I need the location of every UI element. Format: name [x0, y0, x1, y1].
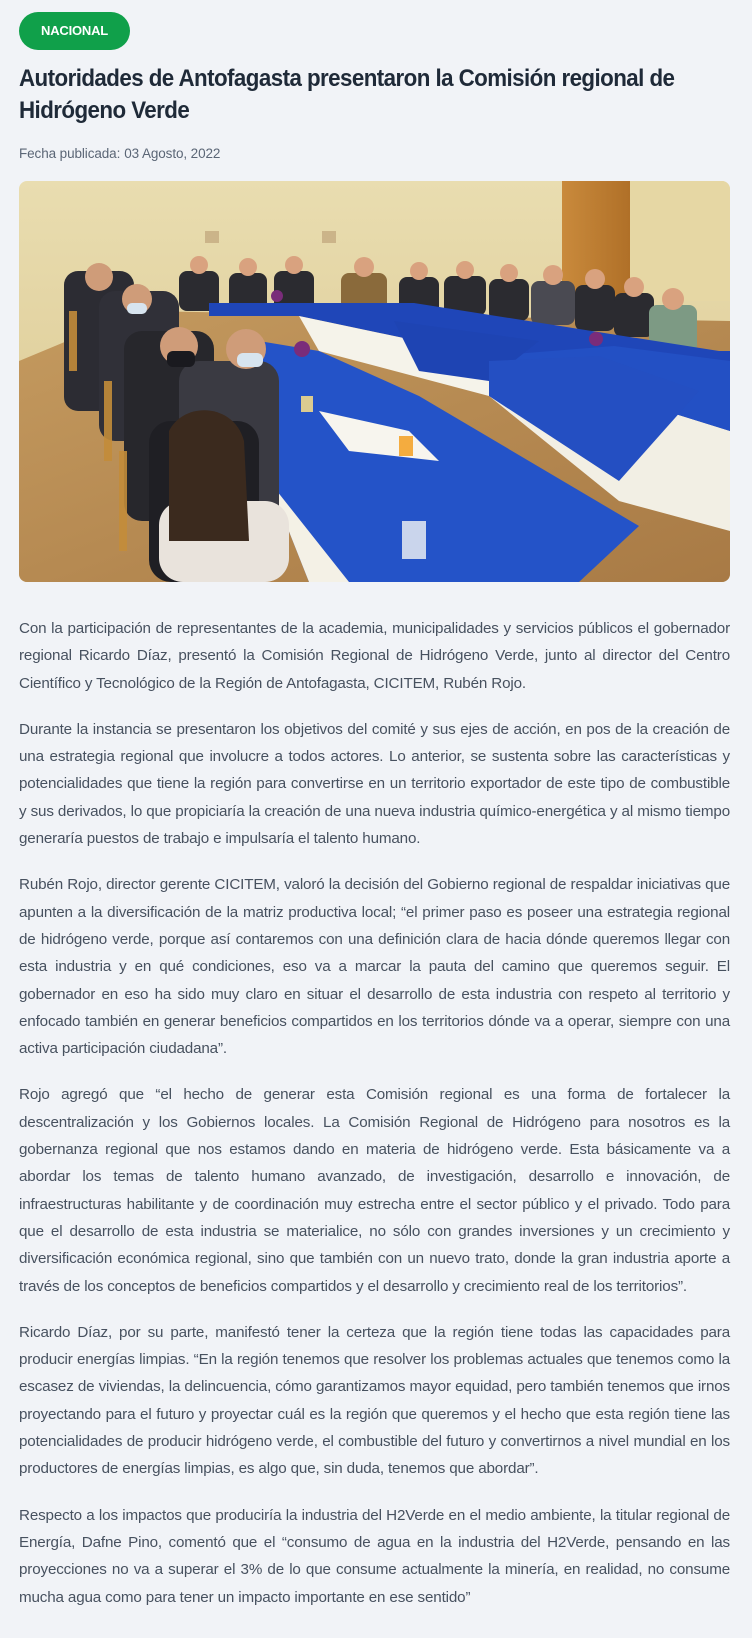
article-body	[19, 615, 730, 1611]
meeting-photo	[19, 181, 730, 582]
paragraph: Rojo agregó que “el hecho de generar esta Comisión regional es una forma de fortalecer la descentralización y los Gobiernos locales. La Comisión Regional de Hidrógeno para nosotros es la gobernanza regional que nos estamos dando en materia de hidrógeno verde. Esta básicamente va a abordar los temas de talento humano avanzado, de investigación, desarrollo e innovación, de infraestructuras habilitante y de coordinación muy estrecha entre el sector público y el privado. Todo para que el desarrollo de esta industria se materialice, no sólo con grandes inversiones y un crecimiento y diversificación económica regional, sino que también con un nuevo trato, donde la gran industria aporte a través de los conceptos de beneficios compartidos y el desarrollo y crecimiento real de los territorios”.	[19, 1086, 730, 1295]
publish-date-value: 03 Agosto, 2022	[124, 146, 221, 161]
paragraph: Ricardo Díaz, por su parte, manifestó tener la certeza que la región tiene todas las capacidades para producir energías limpias. “En la región tenemos que resolver los problemas actuales que tenemos como la escasez de viviendas, la delincuencia, cómo garantizamos mayor equidad, pero también tenemos que irnos proyectando para el futuro y proyectar cuál es la región que queremos y el hecho que esta región tiene las potencialidades de producir hidrógeno verde, el combustible del futuro y convertirnos a nivel mundial en los productores de energías limpias, es algo que, sin duda, tenemos que abordar”.	[19, 1323, 730, 1478]
paragraph: Durante la instancia se presentaron los objetivos del comité y sus ejes de acción, en pos de la creación de una estrategia regional que involucre a todos actores. Lo anterior, se sustenta sobre las características y potencialidades que tiene la región para convertirse en un territorio exportador de este tipo de combustible y sus derivados, lo que propiciaría la creación de una nueva industria químico-energética y al mismo tiempo generaría puestos de trabajo e impulsaría el talento humano.	[19, 720, 730, 848]
paragraph: Rubén Rojo, director gerente CICITEM, valoró la decisión del Gobierno regional de respaldar iniciativas que apunten a la diversificación de la matriz productiva local; “el primer paso es poseer una estrategia regional de hidrógeno verde, porque así contaremos con una definición clara de hacia dónde queremos llegar con esta industria y en qué condiciones, eso va a marcar la pauta del camino que queremos seguir. El gobernador en eso ha sido muy claro en situar el desarrollo de esta industria con respeto al territorio y enfocado también en generar beneficios compartidos en los territorios dónde va a operar, siempre con una activa participación ciudadana”.	[19, 876, 730, 1058]
publish-date	[19, 146, 730, 161]
category-badge[interactable]: NACIONAL	[19, 12, 130, 50]
paragraph: Respecto a los impactos que produciría la industria del H2Verde en el medio ambiente, la titular regional de Energía, Dafne Pino, comentó que el “consumo de agua en la industria del H2Verde, pensando en las proyecciones no va a superar el 3% de lo que consume actualmente la minería, en realidad, no consume mucha agua como para tener un impacto importante en ese sentido”	[19, 1506, 730, 1606]
article-title: Autoridades de Antofagasta presentaron la Comisión regional de Hidrógeno Verde	[19, 65, 675, 124]
publish-date-label: Fecha publicada:	[19, 146, 121, 161]
paragraph: Con la participación de representantes de la academia, municipalidades y servicios públicos el gobernador regional Ricardo Díaz, presentó la Comisión Regional de Hidrógeno Verde, junto al director del Centro Científico y Tecnológico de la Región de Antofagasta, CICITEM, Rubén Rojo.	[19, 620, 730, 692]
